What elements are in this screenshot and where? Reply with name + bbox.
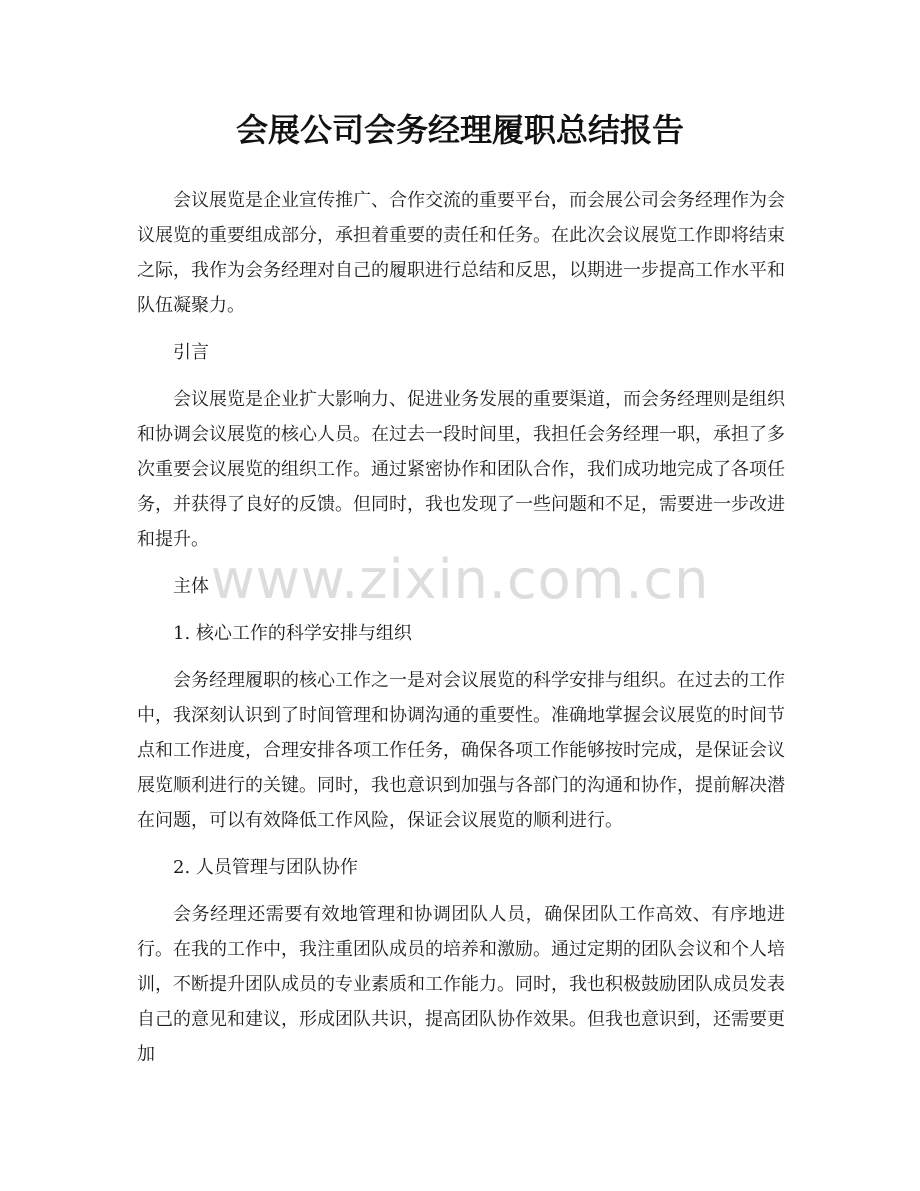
subheading-2: 2. 人员管理与团队协作	[173, 857, 358, 878]
watermark: www.zixin.com.cn	[210, 548, 710, 611]
paragraph-section-1: 会务经理履职的核心工作之一是对会议展览的科学安排与组织。在过去的工作中，我深刻认识到了时间管理和协调沟通的重要性。准确地掌握会议展览的时间节点和工作进度，合理安排各项工作任务，确保各项工作能够按时完成，是保证会议展览顺利进行的关键。同时，我也意识到加强与各部门的沟通和协作，提前解决潜在问题，可以有效降低工作风险，保证会议展览的顺利进行。	[137, 670, 785, 831]
paragraph-section-2: 会务经理还需要有效地管理和协调团队人员，确保团队工作高效、有序地进行。在我的工作中，我注重团队成员的培养和激励。通过定期的团队会议和个人培训，不断提升团队成员的专业素质和工作能力。同时，我也积极鼓励团队成员发表自己的意见和建议，形成团队共识，提高团队协作效果。但我也意识到，还需要更加	[137, 904, 785, 1065]
document-body	[137, 183, 785, 1072]
document-title: 会展公司会务经理履职总结报告	[235, 111, 684, 149]
section-heading-main: 主体	[173, 576, 209, 597]
subheading-1: 1. 核心工作的科学安排与组织	[173, 623, 412, 644]
paragraph-intro: 会议展览是企业宣传推广、合作交流的重要平台，而会展公司会务经理作为会议展览的重要组成部分，承担着重要的责任和任务。在此次会议展览工作即将结束之际，我作为会务经理对自己的履职进行总结和反思，以期进一步提高工作水平和队伍凝聚力。	[137, 190, 785, 316]
section-heading-introduction: 引言	[173, 342, 209, 363]
paragraph-introduction: 会议展览是企业扩大影响力、促进业务发展的重要渠道，而会务经理则是组织和协调会议展览的核心人员。在过去一段时间里，我担任会务经理一职，承担了多次重要会议展览的组织工作。通过紧密协作和团队合作，我们成功地完成了各项任务，并获得了良好的反馈。但同时，我也发现了一些问题和不足，需要进一步改进和提升。	[137, 389, 785, 550]
